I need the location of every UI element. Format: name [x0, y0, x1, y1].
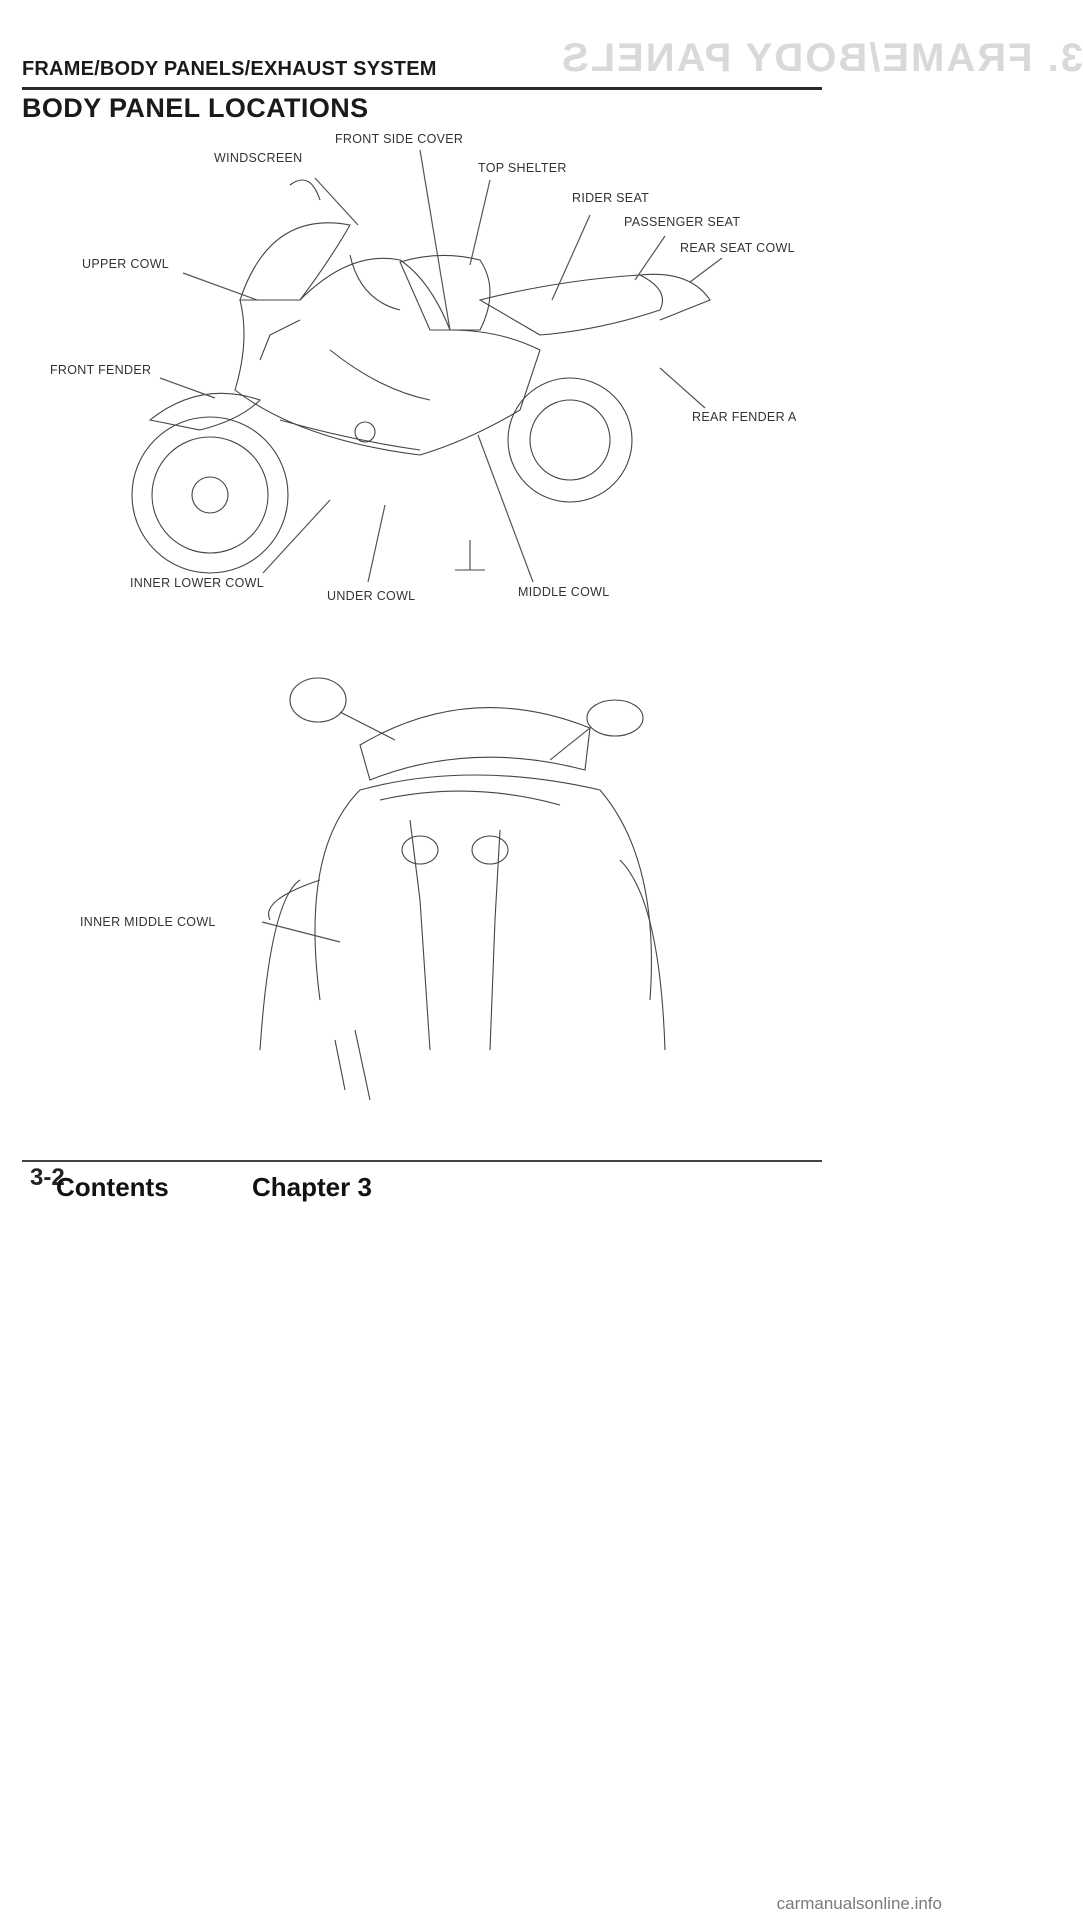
label-top-shelter: TOP SHELTER [478, 161, 567, 175]
bleed-through-text: 3. FRAME/BODY PANELS [560, 36, 1083, 80]
label-passenger-seat: PASSENGER SEAT [624, 215, 741, 229]
site-watermark: carmanualsonline.info [776, 1894, 942, 1913]
contents-link[interactable]: Contents [56, 1172, 169, 1202]
section-header: FRAME/BODY PANELS/EXHAUST SYSTEM [22, 58, 437, 80]
callout-labels-figure2 [80, 915, 216, 929]
label-rear-seat-cowl: REAR SEAT COWL [680, 241, 795, 255]
chapter-3-link[interactable]: Chapter 3 [252, 1172, 372, 1202]
label-middle-cowl: MIDDLE COWL [518, 585, 610, 599]
callout-labels-figure1 [50, 132, 797, 603]
side-view-motorcycle-drawing [132, 180, 710, 573]
label-rear-fender-a: REAR FENDER A [692, 410, 797, 424]
label-inner-lower-cowl: INNER LOWER COWL [130, 576, 264, 590]
label-windscreen: WINDSCREEN [214, 151, 303, 165]
footer-rule [22, 1160, 822, 1162]
page-number: 3-2 [30, 1164, 65, 1191]
front-view-cockpit-drawing [260, 678, 665, 1100]
label-rider-seat: RIDER SEAT [572, 191, 650, 205]
label-inner-middle-cowl: INNER MIDDLE COWL [80, 915, 216, 929]
label-under-cowl: UNDER COWL [327, 589, 416, 603]
label-upper-cowl: UPPER COWL [82, 257, 170, 271]
label-front-side-cover: FRONT SIDE COVER [335, 132, 464, 146]
label-front-fender: FRONT FENDER [50, 363, 152, 377]
page-title: BODY PANEL LOCATIONS [22, 93, 369, 123]
